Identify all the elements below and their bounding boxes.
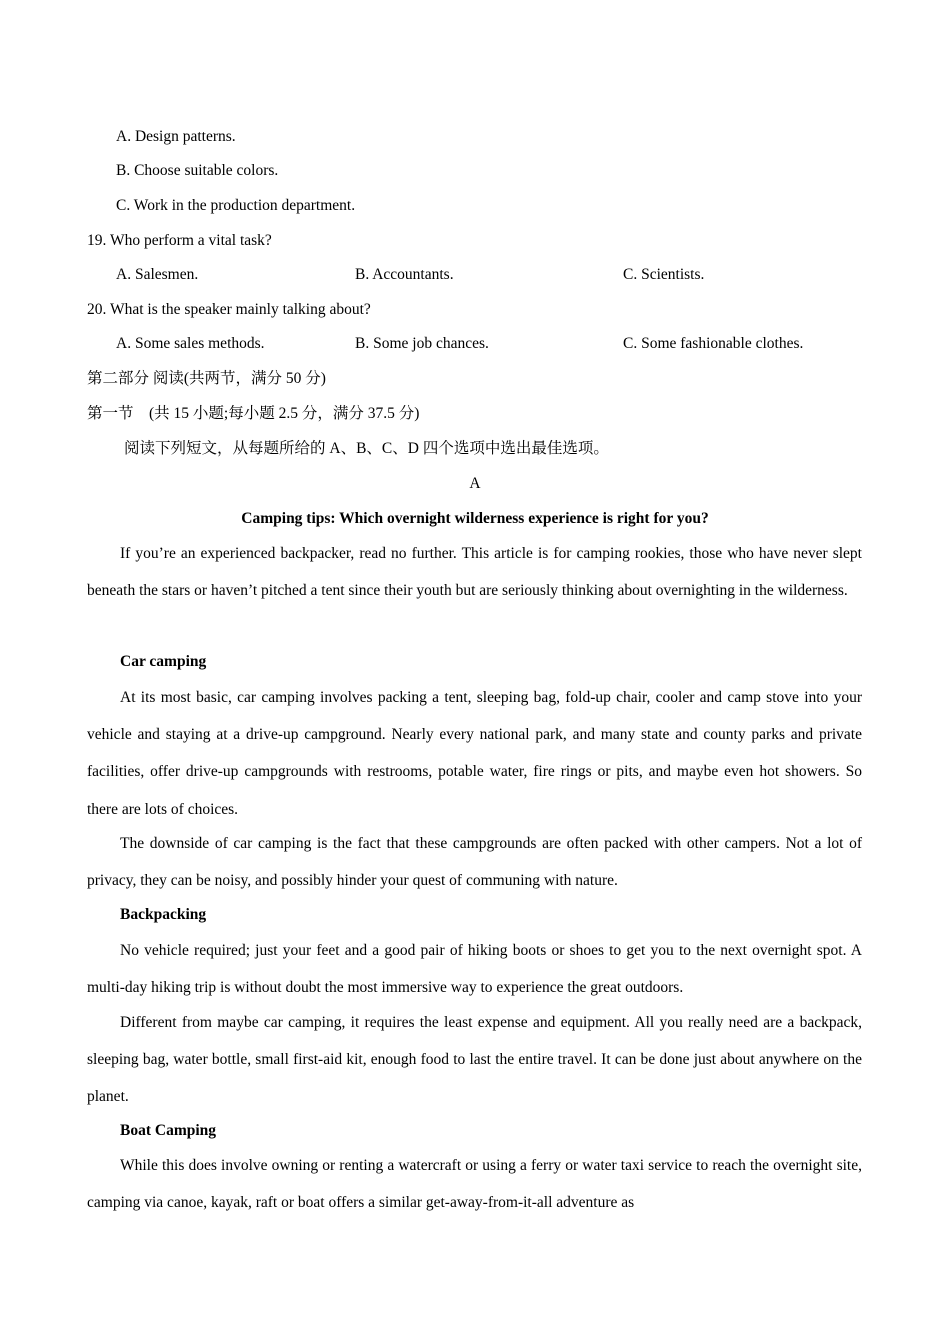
passage-title: Camping tips: Which overnight wilderness experience is right for you? bbox=[241, 510, 709, 527]
boat-camping-heading: Boat Camping bbox=[120, 1122, 217, 1139]
boat-camping-paragraph-1: While this does involve owning or renting a watercraft or using a ferry or water taxi service to reach the overnight site, camping via canoe, kayak, raft or boat offers a similar get-away-from-it-all adventure as bbox=[87, 1157, 862, 1212]
backpacking-paragraph-2: Different from maybe car camping, it requires the least expense and equipment. All you really need are a backpack, sleeping bag, water bottle, small first-aid kit, enough food to last the entire travel. It can be done just about anywhere on the planet. bbox=[87, 1014, 862, 1106]
q19-options bbox=[0, 265, 950, 285]
q18-option-c: C. Work in the production department. bbox=[116, 197, 356, 214]
q20-option-b: B. Some job chances. bbox=[355, 335, 489, 352]
q19-question: 19. Who perform a vital task? bbox=[87, 232, 272, 249]
car-camping-paragraph-2: The downside of car camping is the fact that these campgrounds are often packed with other campers. Not a lot of privacy, they can be noisy, and possibly hinder your quest of communing with nature. bbox=[87, 835, 862, 890]
backpacking-heading: Backpacking bbox=[120, 906, 207, 923]
q19-option-c: C. Scientists. bbox=[623, 266, 705, 283]
q19-option-b: B. Accountants. bbox=[355, 266, 454, 283]
q18-option-a: A. Design patterns. bbox=[116, 128, 236, 145]
q20-option-a: A. Some sales methods. bbox=[116, 335, 265, 352]
section1-heading: 第一节 (共 15 小题;每小题 2.5 分，满分 37.5 分) bbox=[87, 405, 420, 422]
car-camping-paragraph-1: At its most basic, car camping involves packing a tent, sleeping bag, fold-up chair, cooler and camp stove into your vehicle and staying at a drive-up campground. Nearly every national park, and many state and county parks and private facilities, offer drive-up campgrounds with restrooms, potable water, fire rings or pits, and maybe even hot showers. So there are lots of choices. bbox=[87, 689, 862, 818]
q19-option-a: A. Salesmen. bbox=[116, 266, 199, 283]
intro-paragraph: If you’re an experienced backpacker, read no further. This article is for camping rookies, those who have never slept beneath the stars or haven’t pitched a tent since their youth but are seriously thinking about overnighting in the wilderness. bbox=[87, 545, 862, 600]
backpacking-paragraph-1: No vehicle required; just your feet and a good pair of hiking boots or shoes to get you to the next overnight spot. A multi-day hiking trip is without doubt the most immersive way to experience the great outdoors. bbox=[87, 942, 862, 997]
part2-heading: 第二部分 阅读(共两节，满分 50 分) bbox=[87, 370, 326, 387]
q18-option-b: B. Choose suitable colors. bbox=[116, 162, 279, 179]
q20-question: 20. What is the speaker mainly talking about? bbox=[87, 301, 371, 318]
car-camping-heading: Car camping bbox=[120, 653, 207, 670]
reading-instruction: 阅读下列短文，从每题所给的 A、B、C、D 四个选项中选出最佳选项。 bbox=[124, 440, 609, 457]
q20-options bbox=[0, 334, 950, 354]
q20-option-c: C. Some fashionable clothes. bbox=[623, 335, 804, 352]
passage-letter: A bbox=[469, 475, 481, 492]
